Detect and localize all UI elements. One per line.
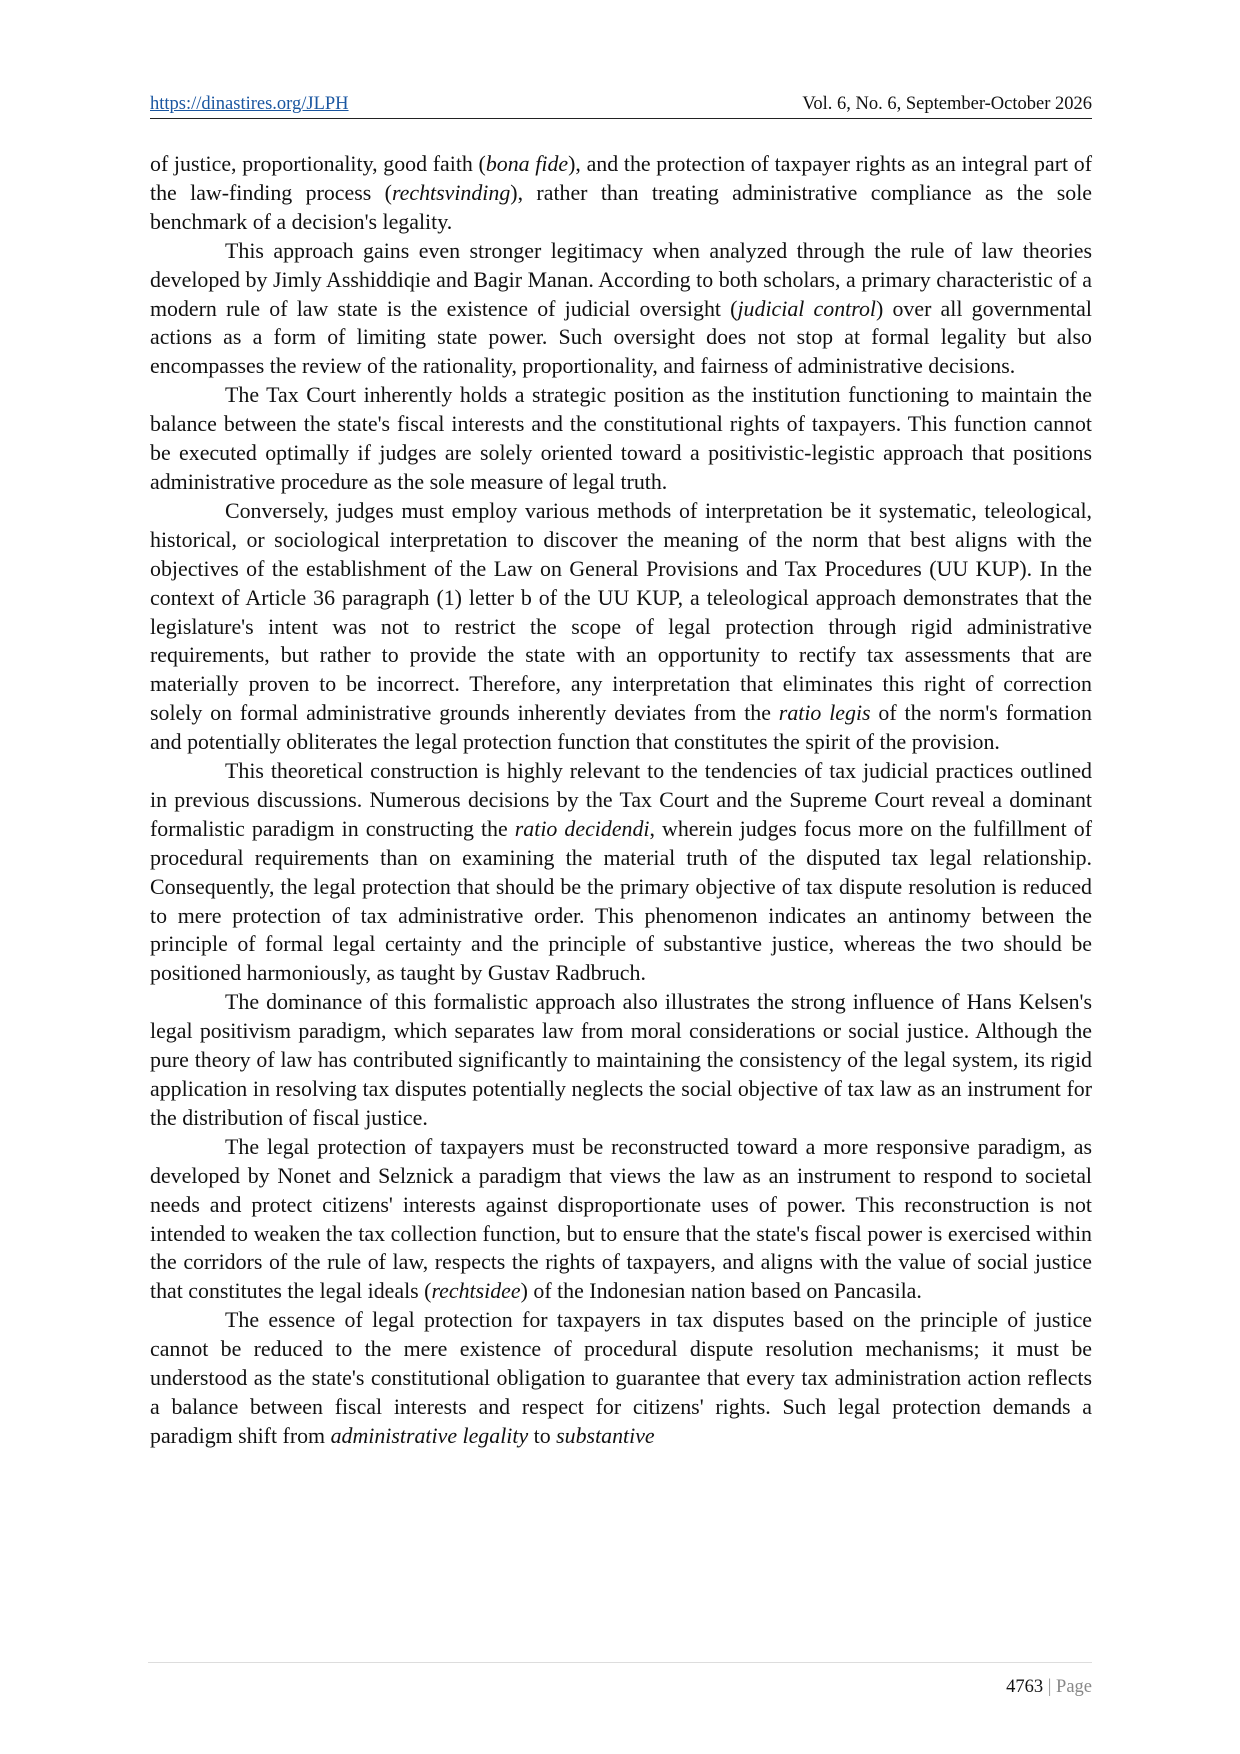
text-run: This theoretical construction is highly relevant to the tendencies of tax judicial practices outlined in previous discussions. Numerous decisions by the Tax Court and the Supreme Court reveal a dominant formalistic paradigm in constructing the — [150, 758, 1092, 841]
paragraph — [150, 1133, 1092, 1306]
text-run: The Tax Court inherently holds a strategic position as the institution functioning to maintain the balance between the state's fiscal interests and the constitutional rights of taxpayers. This function cannot be executed optimally if judges are solely oriented toward a positivistic-legistic approach that positions administrative procedure as the sole measure of legal truth. — [150, 382, 1092, 494]
text-run: to — [528, 1422, 557, 1448]
body-text — [150, 150, 1092, 1451]
text-run: ), rather than treating administrative compliance as the sole benchmark of a decision's legality. — [150, 179, 1092, 234]
italic-term: administrative legality — [330, 1422, 529, 1448]
text-run: of justice, proportionality, good faith ( — [150, 151, 486, 176]
text-run: , wherein judges focus more on the fulfillment of procedural requirements than on examining the material truth of the disputed tax legal relationship. Consequently, the legal protection that should be the primary objective of tax dispute resolution is reduced to mere protection of tax administrative order. This phenomenon indicates an antinomy between the principle of formal legal certainty and the principle of substantive justice, whereas the two should be positioned harmoniously, as taught by Gustav Radbruch. — [150, 815, 1092, 986]
paragraph — [150, 988, 1092, 1133]
text-run: ), and the protection of taxpayer rights as an integral part of the law-finding process ( — [150, 151, 1092, 205]
volume-info: Vol. 6, No. 6, September-October 2026 — [802, 94, 1092, 114]
page-header — [150, 88, 1092, 119]
paragraph — [150, 237, 1092, 382]
text-run: The dominance of this formalistic approach also illustrates the strong influence of Hans Kelsen's legal positivism paradigm, which separates law from moral considerations or social justice. Although the pure theory of law has contributed significantly to maintaining the consistency of the legal system, its rigid application in resolving tax disputes potentially neglects the social objective of tax law as an instrument for the distribution of fiscal justice. — [150, 989, 1092, 1130]
italic-term: bona fide — [485, 151, 569, 176]
paragraph — [150, 497, 1092, 757]
footer-separator: | — [1047, 1677, 1052, 1697]
paragraph — [150, 150, 1092, 237]
paragraph — [150, 757, 1092, 988]
italic-term: ratio decidendi — [514, 815, 650, 841]
text-run: ) of the Indonesian nation based on Pancasila. — [520, 1278, 922, 1304]
page-label: Page — [1056, 1677, 1092, 1697]
text-run: The essence of legal protection for taxpayers in tax disputes based on the principle of justice cannot be reduced to the mere existence of procedural dispute resolution mechanisms; it must be understood as the state's constitutional obligation to guarantee that every tax administration action reflects a balance between fiscal interests and respect for citizens' rights. Such legal protection demands a paradigm shift from — [150, 1307, 1092, 1448]
page-footer — [1006, 1677, 1092, 1698]
footer-divider — [148, 1662, 1092, 1663]
paragraph — [150, 381, 1092, 497]
text-run: This approach gains even stronger legitimacy when analyzed through the rule of law theories developed by Jimly Asshiddiqie and Bagir Manan. According to both scholars, a primary characteristic of a modern rule of law state is the existence of judicial oversight ( — [150, 237, 1092, 321]
journal-url-link[interactable]: https://dinastires.org/JLPH — [150, 94, 349, 114]
italic-term: substantive — [556, 1422, 655, 1448]
paragraph — [150, 1306, 1092, 1451]
italic-term: rechtsidee — [431, 1278, 521, 1304]
italic-term: ratio legis — [778, 700, 871, 726]
italic-term: judicial control — [737, 295, 876, 321]
text-run: The legal protection of taxpayers must be reconstructed toward a more responsive paradigm, as developed by Nonet and Selznick a paradigm that views the law as an instrument to respond to societal needs and protect citizens' interests against disproportionate uses of power. This reconstruction is not intended to weaken the tax collection function, but to ensure that the state's fiscal power is exercised within the corridors of the rule of law, respects the rights of taxpayers, and aligns with the value of social justice that constitutes the legal ideals ( — [150, 1133, 1092, 1304]
text-run: ) over all governmental actions as a form of limiting state power. Such oversight does not stop at formal legality but also encompasses the review of the rationality, proportionality, and fairness of administrative decisions. — [150, 295, 1092, 379]
text-run: Conversely, judges must employ various methods of interpretation be it systematic, teleological, historical, or sociological interpretation to discover the meaning of the norm that best aligns with the objectives of the establishment of the Law on General Provisions and Tax Procedures (UU KUP). In the context of Article 36 paragraph (1) letter b of the UU KUP, a teleological approach demonstrates that the legislature's intent was not to restrict the scope of legal protection through rigid administrative requirements, but rather to provide the state with an opportunity to rectify tax assessments that are materially proven to be incorrect. Therefore, any interpretation that eliminates this right of correction solely on formal administrative grounds inherently deviates from the — [150, 497, 1092, 726]
page-number: 4763 — [1006, 1677, 1044, 1697]
italic-term: rechtsvinding — [391, 179, 511, 205]
text-run: of the norm's formation and potentially obliterates the legal protection function that constitutes the spirit of the provision. — [150, 700, 1092, 755]
